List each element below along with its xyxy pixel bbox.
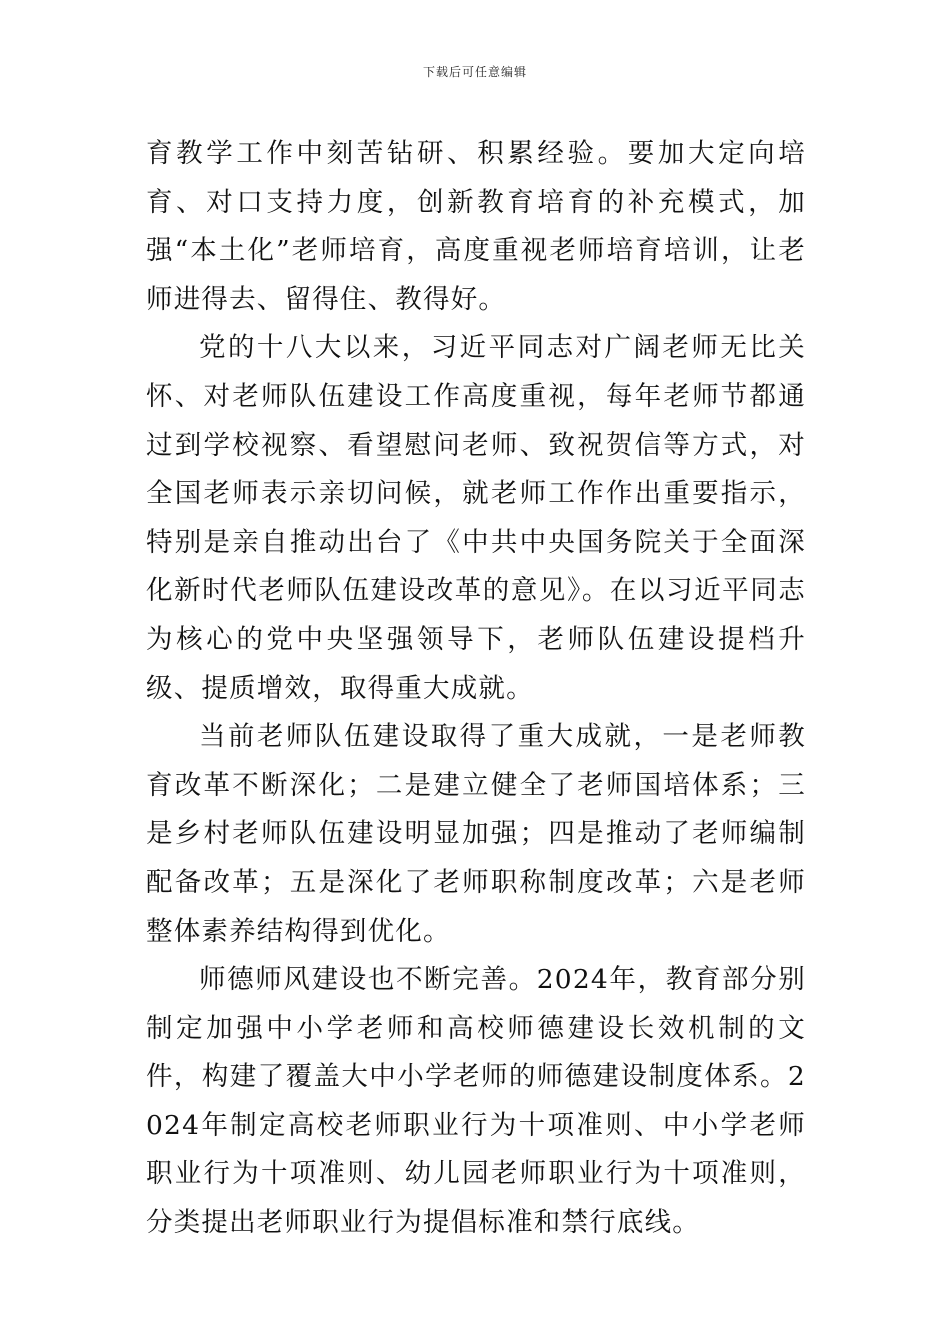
paragraph-ethics: 师德师风建设也不断完善。2024年，教育部分别制定加强中小学老师和高校师德建设长效机制的文件，构建了覆盖大中小学老师的师德建设制度体系。2024年制定高校老师职业行为十项准则、中小学老师职业行为十项准则、幼儿园老师职业行为十项准则，分类提出老师职业行为提倡标准和禁行底线。: [146, 964, 806, 1239]
page-header: 下载后可任意编辑: [422, 65, 527, 79]
paragraph-achievements: 当前老师队伍建设取得了重大成就，一是老师教育改革不断深化；二是建立健全了老师国培体系；三是乡村老师队伍建设明显加强；四是推动了老师编制配备改革；五是深化了老师职称制度改革；六是老师整体素养结构得到优化。: [146, 721, 806, 947]
document-body: [146, 130, 806, 1248]
paragraph-continued: 育教学工作中刻苦钻研、积累经验。要加大定向培育、对口支持力度，创新教育培育的补充模式，加强“本土化”老师培育，高度重视老师培育培训，让老师进得去、留得住、教得好。: [146, 138, 806, 315]
paragraph-party-congress: 党的十八大以来，习近平同志对广阔老师无比关怀、对老师队伍建设工作高度重视，每年老师节都通过到学校视察、看望慰问老师、致祝贺信等方式，对全国老师表示亲切问候，就老师工作作出重要指示，特别是亲自推动出台了《中共中央国务院关于全面深化新时代老师队伍建设改革的意见》。在以习近平同志为核心的党中央坚强领导下，老师队伍建设提档升级、提质增效，取得重大成就。: [146, 332, 806, 704]
